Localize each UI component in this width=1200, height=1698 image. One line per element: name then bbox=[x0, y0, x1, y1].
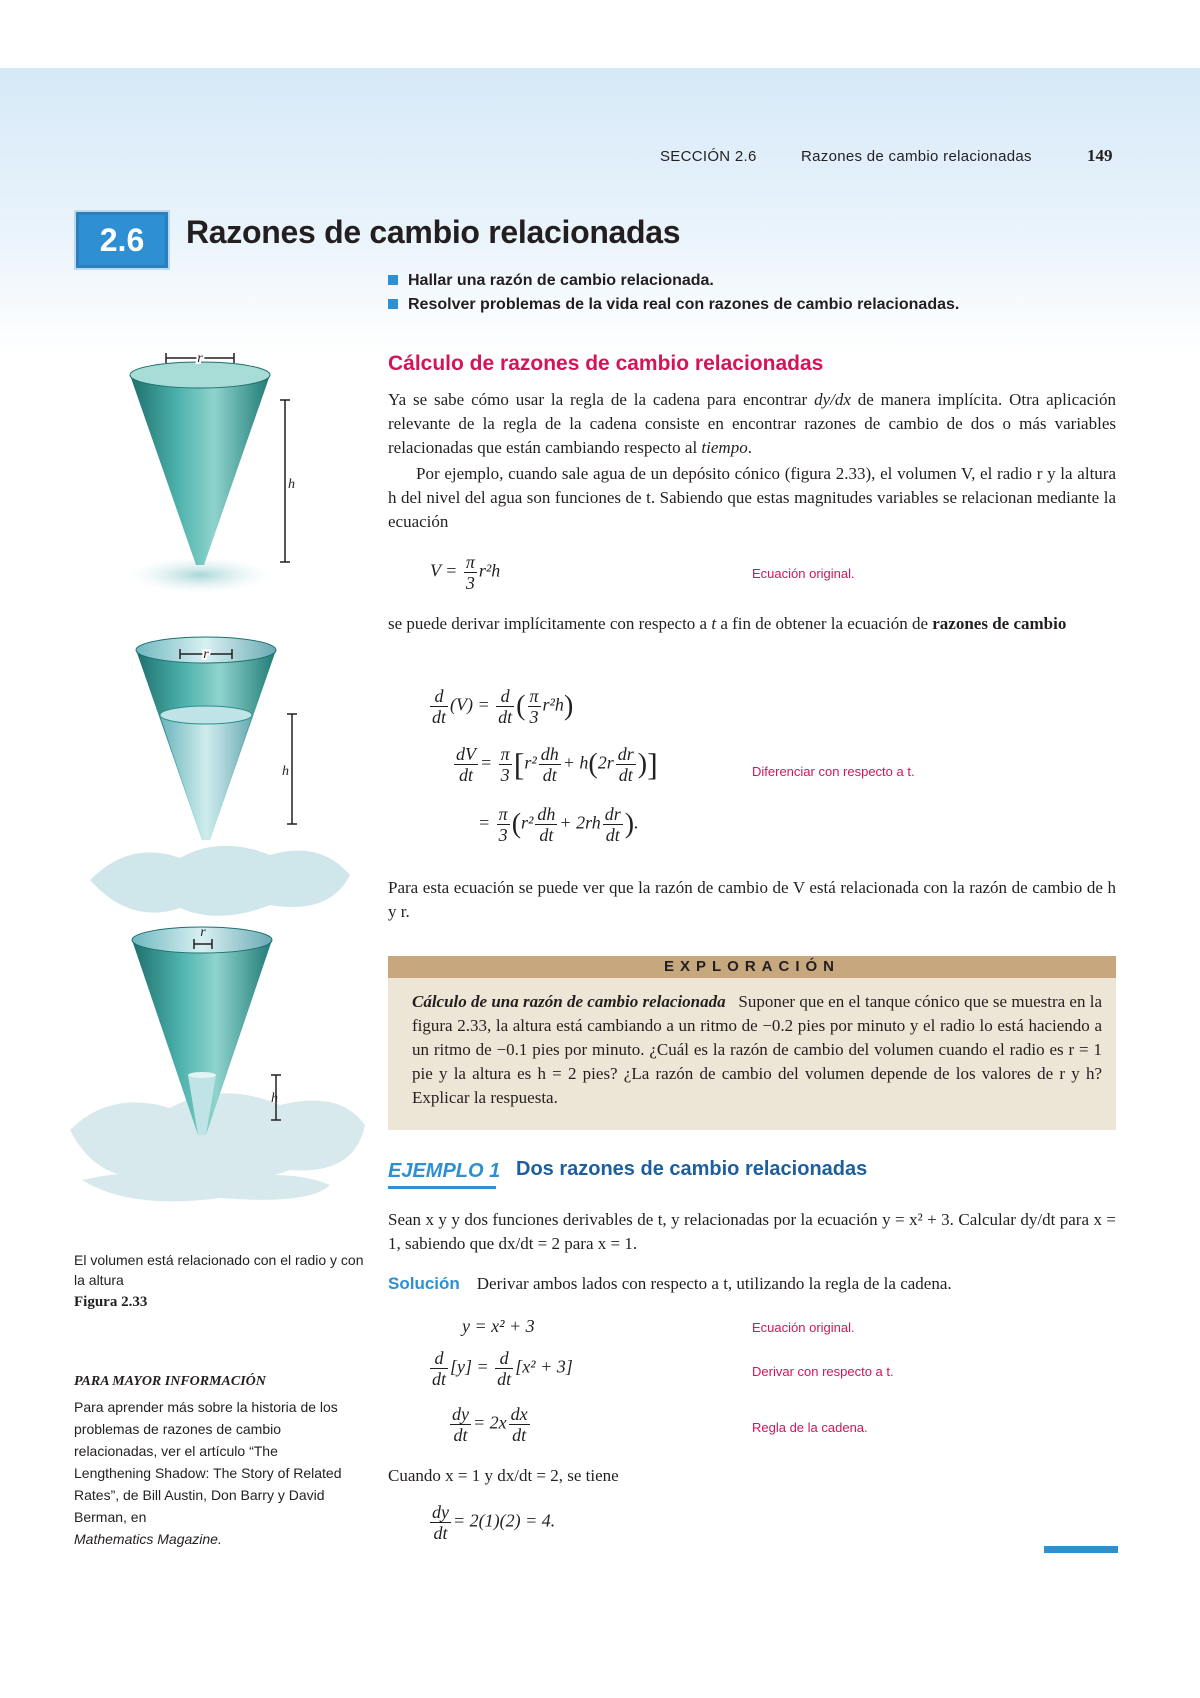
cone-figures bbox=[70, 340, 370, 1550]
page-number: 149 bbox=[1087, 146, 1113, 165]
diff-line-1: $\frac{d}{dt}$ (V) = $\frac{d}{dt}$ ( $\frac{\pi}{3}$ r²h) bbox=[432, 686, 574, 727]
label-h-3: h bbox=[271, 1091, 278, 1106]
step-3-note: Regla de la cadena. bbox=[752, 1420, 868, 1435]
cone-full bbox=[130, 351, 295, 593]
section-title: Razones de cambio relacionadas bbox=[186, 214, 681, 250]
header-title: Razones de cambio relacionadas bbox=[801, 148, 1032, 165]
exploration-text: Cálculo de una razón de cambio relacionada Suponer que en el tanque cónico que se muestra en la figura 2.33, la altura está cambiando a un ritmo de −0.2 pies por minuto y el radio lo está haciendo a un ritmo de −0.1 pies por minuto. ¿Cuál es la razón de cambio del volumen cuando el radio es r = 1 pie y la altura es h = 2 pies? ¿La razón de cambio del volumen depende de los valores de r y h? Explicar la respuesta. bbox=[412, 992, 1103, 1107]
final-result: $\frac{dy}{dt}$ = 2(1)(2) = 4. bbox=[432, 1502, 556, 1543]
sidebar-text: Para aprender más sobre la historia de los problemas de razones de cambio relacionadas, ver el artículo “The Lengthening Shadow: The Story of Related Rates”, de Bill Austin, Don Barry y David Berman, en bbox=[74, 1399, 342, 1525]
figure-caption: El volumen está relacionado con el radio y con la altura bbox=[74, 1252, 364, 1288]
solution-line: Solución Derivar ambos lados con respecto a t, utilizando la regla de la cadena. bbox=[388, 1274, 952, 1293]
step-1-note: Ecuación original. bbox=[752, 1320, 855, 1335]
relation-paragraph: Para esta ecuación se puede ver que la razón de cambio de V está relacionada con la razón de cambio de h y r. bbox=[388, 878, 1116, 921]
when-line: Cuando x = 1 y dx/dt = 2, se tiene bbox=[388, 1466, 619, 1485]
label-r-2: r bbox=[203, 647, 209, 662]
example-statement: Sean x y y dos funciones derivables de t, y relacionadas por la ecuación y = x² + 3. Calcular dy/dt para x = 1, sabiendo que dx/dt = 2 para x = 1. bbox=[388, 1210, 1116, 1253]
objective-1: Hallar una razón de cambio relacionada. bbox=[388, 272, 714, 290]
example-title: Dos razones de cambio relacionadas bbox=[516, 1158, 868, 1180]
example-underline bbox=[388, 1186, 496, 1189]
intro-paragraph-2: Por ejemplo, cuando sale agua de un depósito cónico (figura 2.33), el volumen V, el radio r y la altura h del nivel del agua son funciones de t. Sabiendo que estas magnitudes variables se relacionan mediante la ecuación bbox=[388, 464, 1116, 531]
page-end-rule bbox=[1044, 1546, 1118, 1553]
section-number-badge: 2.6 bbox=[76, 212, 168, 268]
top-gradient-band bbox=[0, 68, 1200, 358]
objective-2: Resolver problemas de la vida real con razones de cambio relacionadas. bbox=[388, 296, 959, 314]
diff-note: Diferenciar con respecto a t. bbox=[752, 764, 915, 779]
label-h-2: h bbox=[282, 764, 289, 779]
sidebar-journal: Mathematics Magazine. bbox=[74, 1531, 222, 1547]
step-2-note: Derivar con respecto a t. bbox=[752, 1364, 894, 1379]
diff-line-2: $\frac{dV}{dt}$ = $\frac{\pi}{3}$ [r² $\frac{dh}{dt}$ + h(2r $\frac{dr}{dt}$ )] bbox=[456, 744, 658, 785]
label-r-1: r bbox=[197, 351, 203, 366]
example-label: EJEMPLO 1 bbox=[388, 1160, 501, 1182]
subsection-title: Cálculo de razones de cambio relacionadas bbox=[388, 352, 824, 375]
figure-label: Figura 2.33 bbox=[74, 1294, 148, 1310]
step-2: $\frac{d}{dt}$ [y] = $\frac{d}{dt}$ [x² + 3] bbox=[432, 1348, 573, 1389]
sidebar-title: PARA MAYOR INFORMACIÓN bbox=[74, 1374, 266, 1389]
equation-note-original: Ecuación original. bbox=[752, 566, 855, 581]
intro-paragraph-1: Ya se sabe cómo usar la regla de la cadena para encontrar dy/dx de manera implícita. Otra aplicación relevante de la regla de la cadena consiste en encontrar razones de cambio de dos o más variables relacionadas que están cambiando respecto al tiempo. bbox=[388, 390, 1116, 457]
header-section: SECCIÓN 2.6 bbox=[660, 148, 757, 165]
cone-low bbox=[70, 925, 365, 1201]
square-bullet-icon bbox=[388, 275, 398, 285]
diff-line-3: = $\frac{\pi}{3}$ (r² $\frac{dh}{dt}$ + 2rh $\frac{dr}{dt}$ ). bbox=[478, 804, 639, 845]
derive-paragraph: se puede derivar implícitamente con respecto a t a fin de obtener la ecuación de razones de cambio bbox=[388, 614, 1067, 633]
label-h-1: h bbox=[288, 477, 295, 492]
cone-half bbox=[90, 637, 350, 916]
step-3: $\frac{dy}{dt}$ = 2x $\frac{dx}{dt}$ bbox=[452, 1404, 528, 1445]
square-bullet-icon bbox=[388, 299, 398, 309]
label-r-3: r bbox=[200, 925, 206, 940]
exploration-heading: EXPLORACIÓN bbox=[388, 956, 1116, 978]
equation-volume: V = $\frac{\pi}{3}$ r²h bbox=[430, 552, 501, 593]
step-1: y = x² + 3 bbox=[462, 1316, 535, 1336]
